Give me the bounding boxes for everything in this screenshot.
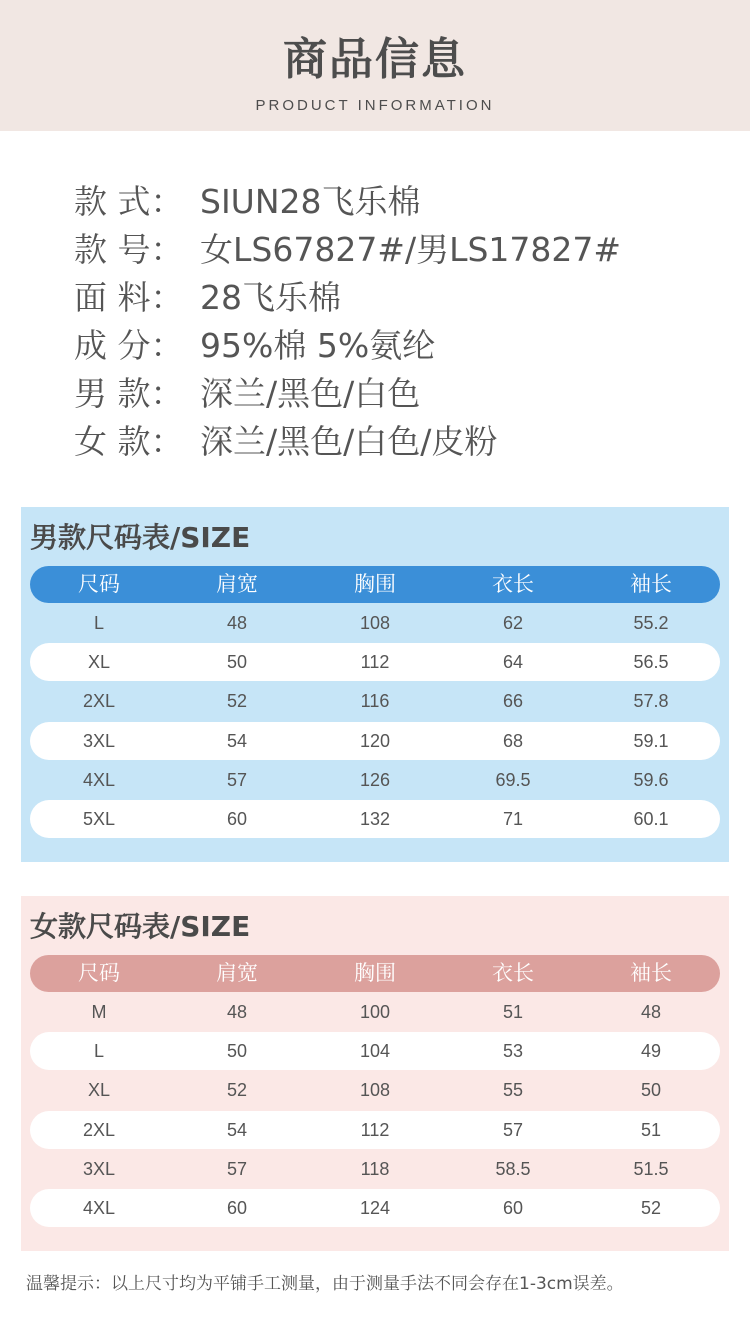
- table-row: [30, 1189, 720, 1227]
- table-cell: 51.5: [633, 1159, 669, 1179]
- info-label: 成 分：: [74, 326, 184, 365]
- table-cell: 66: [502, 691, 524, 711]
- table-cell: 71: [502, 809, 524, 829]
- info-value: SIUN28飞乐棉: [200, 182, 421, 221]
- table-cell: 4XL: [82, 1198, 116, 1218]
- table-cell: 59.1: [633, 731, 669, 751]
- info-label: 女 款：: [74, 422, 184, 461]
- info-value: 28飞乐棉: [200, 278, 341, 317]
- table-cell: 50: [640, 1080, 662, 1100]
- table-cell: 53: [502, 1041, 524, 1061]
- women-size-chart-title: 女款尺码表/SIZE: [30, 910, 251, 943]
- table-cell: 120: [359, 731, 391, 751]
- header-cell: 衣长: [492, 572, 534, 596]
- info-value: 深兰/黑色/白色/皮粉: [200, 422, 498, 461]
- table-cell: 3XL: [82, 731, 116, 751]
- table-cell: 108: [359, 1080, 391, 1100]
- header-cell: 衣长: [492, 961, 534, 985]
- table-cell: 55: [502, 1080, 524, 1100]
- men-size-chart-title: 男款尺码表/SIZE: [30, 521, 251, 554]
- table-row: [30, 643, 720, 681]
- info-label: 面 料：: [74, 278, 184, 317]
- table-cell: XL: [87, 652, 111, 672]
- women-table-header: [30, 955, 720, 992]
- table-cell: 57: [226, 770, 248, 790]
- table-cell: 126: [359, 770, 391, 790]
- table-row: [30, 993, 720, 1031]
- table-cell: 52: [226, 1080, 248, 1100]
- table-cell: 2XL: [82, 1120, 116, 1140]
- table-cell: 118: [360, 1159, 390, 1179]
- table-row: [30, 604, 720, 642]
- table-cell: 48: [640, 1002, 662, 1022]
- info-row-style: [74, 178, 621, 226]
- table-cell: 59.6: [633, 770, 669, 790]
- table-cell: 52: [226, 691, 248, 711]
- table-cell: 49: [640, 1041, 662, 1061]
- page-subtitle: PRODUCT INFORMATION: [255, 97, 495, 114]
- table-cell: XL: [87, 1080, 111, 1100]
- table-cell: 68: [502, 731, 524, 751]
- measurement-note: 温馨提示：以上尺寸均为平铺手工测量，由于测量手法不同会存在1-3cm误差。: [26, 1274, 624, 1294]
- table-cell: 60: [502, 1198, 524, 1218]
- header-cell: 袖长: [630, 572, 672, 596]
- table-row: [30, 1111, 720, 1149]
- info-row-fabric: [74, 274, 621, 322]
- table-cell: 52: [640, 1198, 662, 1218]
- product-info: [74, 178, 621, 466]
- table-row: [30, 682, 720, 720]
- table-cell: 57.8: [633, 691, 669, 711]
- table-cell: 57: [226, 1159, 248, 1179]
- table-cell: 54: [226, 731, 248, 751]
- table-cell: 48: [226, 1002, 248, 1022]
- table-cell: 48: [226, 613, 248, 633]
- info-value: 深兰/黑色/白色: [200, 374, 421, 413]
- table-cell: 116: [360, 691, 390, 711]
- info-label: 款 号：: [74, 230, 184, 269]
- info-value: 95%棉 5%氨纶: [200, 326, 436, 365]
- table-cell: 124: [359, 1198, 391, 1218]
- info-row-model: [74, 226, 621, 274]
- info-label: 男 款：: [74, 374, 184, 413]
- table-cell: 51: [502, 1002, 524, 1022]
- info-row-men-colors: [74, 370, 621, 418]
- table-cell: 64: [502, 652, 524, 672]
- header-cell: 袖长: [630, 961, 672, 985]
- table-cell: 60: [226, 1198, 248, 1218]
- header-cell: 胸围: [354, 961, 396, 985]
- table-row: [30, 1071, 720, 1109]
- page-title: 商品信息: [283, 34, 467, 85]
- table-row: [30, 1032, 720, 1070]
- table-cell: 112: [360, 1120, 390, 1140]
- page-header: [0, 0, 750, 131]
- table-cell: 50: [226, 652, 248, 672]
- table-cell: 55.2: [633, 613, 669, 633]
- table-cell: 100: [359, 1002, 391, 1022]
- table-row: [30, 1150, 720, 1188]
- table-cell: 112: [360, 652, 390, 672]
- table-cell: 57: [502, 1120, 524, 1140]
- men-size-chart: [21, 507, 729, 862]
- table-cell: 2XL: [82, 691, 116, 711]
- info-row-composition: [74, 322, 621, 370]
- info-value: 女LS67827#/男LS17827#: [200, 230, 622, 269]
- table-cell: 104: [359, 1041, 391, 1061]
- table-cell: L: [93, 613, 104, 633]
- table-cell: 51: [640, 1120, 662, 1140]
- table-cell: L: [93, 1041, 104, 1061]
- header-cell: 肩宽: [216, 572, 258, 596]
- table-cell: M: [91, 1002, 107, 1022]
- header-cell: 尺码: [78, 961, 120, 985]
- header-cell: 肩宽: [216, 961, 258, 985]
- table-cell: 4XL: [82, 770, 116, 790]
- table-cell: 60: [226, 809, 248, 829]
- table-row: [30, 722, 720, 760]
- info-row-women-colors: [74, 418, 621, 466]
- table-cell: 58.5: [495, 1159, 531, 1179]
- table-cell: 62: [502, 613, 524, 633]
- table-cell: 50: [226, 1041, 248, 1061]
- table-cell: 54: [226, 1120, 248, 1140]
- table-cell: 69.5: [495, 770, 531, 790]
- table-cell: 5XL: [82, 809, 116, 829]
- table-row: [30, 761, 720, 799]
- table-cell: 56.5: [633, 652, 669, 672]
- header-cell: 尺码: [78, 572, 120, 596]
- women-size-chart: [21, 896, 729, 1251]
- table-cell: 60.1: [633, 809, 669, 829]
- table-cell: 132: [359, 809, 391, 829]
- header-cell: 胸围: [354, 572, 396, 596]
- table-row: [30, 800, 720, 838]
- table-cell: 3XL: [82, 1159, 116, 1179]
- men-table-header: [30, 566, 720, 603]
- table-cell: 108: [359, 613, 391, 633]
- info-label: 款 式：: [74, 182, 184, 221]
